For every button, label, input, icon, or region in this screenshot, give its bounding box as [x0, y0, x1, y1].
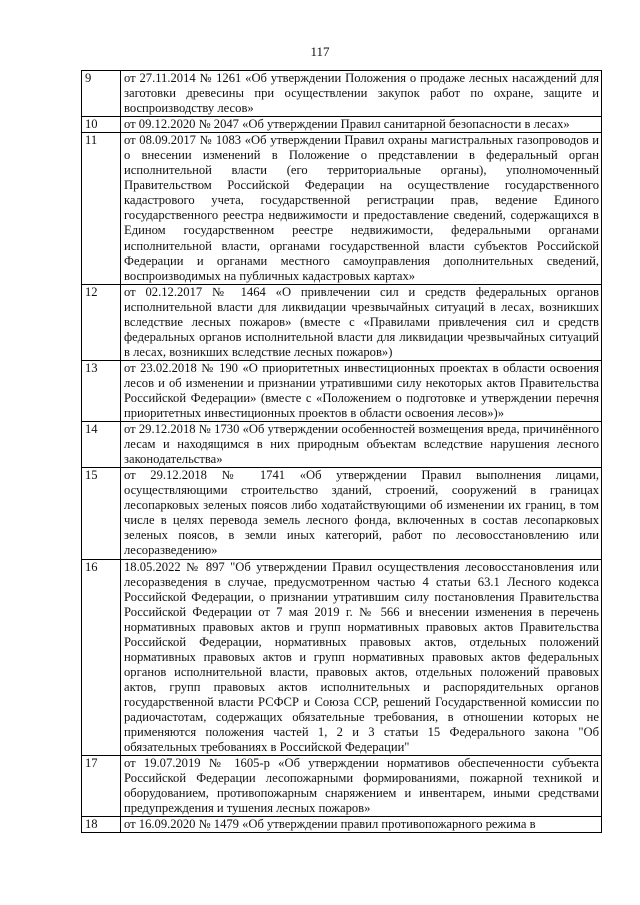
row-text: 18.05.2022 № 897 "Об утверждении Правил осуществления лесовосстановления или лесоразведения в случае, предусмотренном частью 4 статьи 63.1 Лесного кодекса Российской Федерации, о признании утратившим силу постановления Правительства Российской Федерации от 7 мая 2019 г. № 566 и внесении изменения в перечень нормативных правовых актов и групп нормативных правовых актов Правительства Российской Федерации, нормативных правовых актов, отдельных положений нормативных правовых актов и групп нормативных правовых актов федеральных органов исполнительной власти, правовых актов, отдельных положений правовых актов, групп правовых актов исполнительных и распорядительных органов государственной власти РСФСР и Союза ССР, решений Государственной комиссии по радиочастотам, содержащих обязательные требования, в отношении которых не применяются положения частей 1, 2 и 3 статьи 15 Федерального закона "Об обязательных требованиях в Российской Федерации" [121, 559, 602, 756]
table-row [82, 468, 602, 559]
table-row [82, 284, 602, 360]
row-number: 14 [82, 422, 121, 468]
table-row [82, 133, 602, 284]
row-number: 18 [82, 817, 121, 833]
row-text: от 16.09.2020 № 1479 «Об утверждении правил противопожарного режима в [121, 817, 602, 833]
row-text: от 09.12.2020 № 2047 «Об утверждении Правил санитарной безопасности в лесах» [121, 117, 602, 133]
row-text: от 02.12.2017 № 1464 «О привлечении сил и средств федеральных органов исполнительной власти для ликвидации чрезвычайных ситуаций в лесах, возникших вследствие лесных пожаров» (вместе с «Правилами привлечения сил и средств федеральных органов исполнительной власти для ликвидации чрезвычайных ситуаций в лесах, возникших вследствие лесных пожаров») [121, 284, 602, 360]
table-row [82, 817, 602, 833]
row-text: от 08.09.2017 № 1083 «Об утверждении Правил охраны магистральных газопроводов и о внесении изменений в Положение о представлении в федеральный орган исполнительной власти (его территориальные органы), уполномоченный Правительством Российской Федерации на осуществление государственного кадастрового учета, государственной регистрации прав, ведение Единого государственного реестра недвижимости и предоставление сведений, содержащихся в Едином государственном реестре недвижимости, федеральными органами исполнительной власти, органами государственной власти субъектов Российской Федерации и органами местного самоуправления дополнительных сведений, воспроизводимых на публичных кадастровых картах» [121, 133, 602, 284]
table-row [82, 360, 602, 421]
row-text: от 29.12.2018 № 1741 «Об утверждении Правил выполнения лицами, осуществляющими строительство зданий, строений, сооружений в границах лесопарковых зеленых поясов либо ходатайствующими об изменении их границ, в том числе в целях перевода земель лесного фонда, включенных в состав лесопарковых зеленых поясов, в земли иных категорий, работ по лесовосстановлению или лесоразведению» [121, 468, 602, 559]
row-text: от 19.07.2019 № 1605-р «Об утверждении нормативов обеспеченности субъекта Российской Федерации лесопожарными формированиями, пожарной техникой и оборудованием, противопожарным снаряжением и инвентарем, иными средствами предупреждения и тушения лесных пожаров» [121, 756, 602, 817]
legal-acts-table [81, 70, 602, 833]
row-text: от 23.02.2018 № 190 «О приоритетных инвестиционных проектах в области освоения лесов и об изменении и признании утратившими силу некоторых актов Правительства Российской Федерации» (вместе с «Положением о подготовке и утверждении перечня приоритетных инвестиционных проектов в области освоения лесов»)» [121, 360, 602, 421]
row-text: от 29.12.2018 № 1730 «Об утверждении особенностей возмещения вреда, причинённого лесам и находящимся в них природным объектам вследствие нарушения лесного законодательства» [121, 422, 602, 468]
row-number: 16 [82, 559, 121, 756]
table-row [82, 117, 602, 133]
table-row [82, 422, 602, 468]
row-number: 10 [82, 117, 121, 133]
row-number: 9 [82, 71, 121, 117]
table-row [82, 756, 602, 817]
table-row [82, 71, 602, 117]
row-text: от 27.11.2014 № 1261 «Об утверждении Положения о продаже лесных насаждений для заготовки древесины при осуществлении закупок работ по охране, защите и воспроизводству лесов» [121, 71, 602, 117]
row-number: 11 [82, 133, 121, 284]
row-number: 15 [82, 468, 121, 559]
row-number: 17 [82, 756, 121, 817]
page-number: 117 [310, 44, 330, 59]
table-row [82, 559, 602, 756]
row-number: 12 [82, 284, 121, 360]
row-number: 13 [82, 360, 121, 421]
